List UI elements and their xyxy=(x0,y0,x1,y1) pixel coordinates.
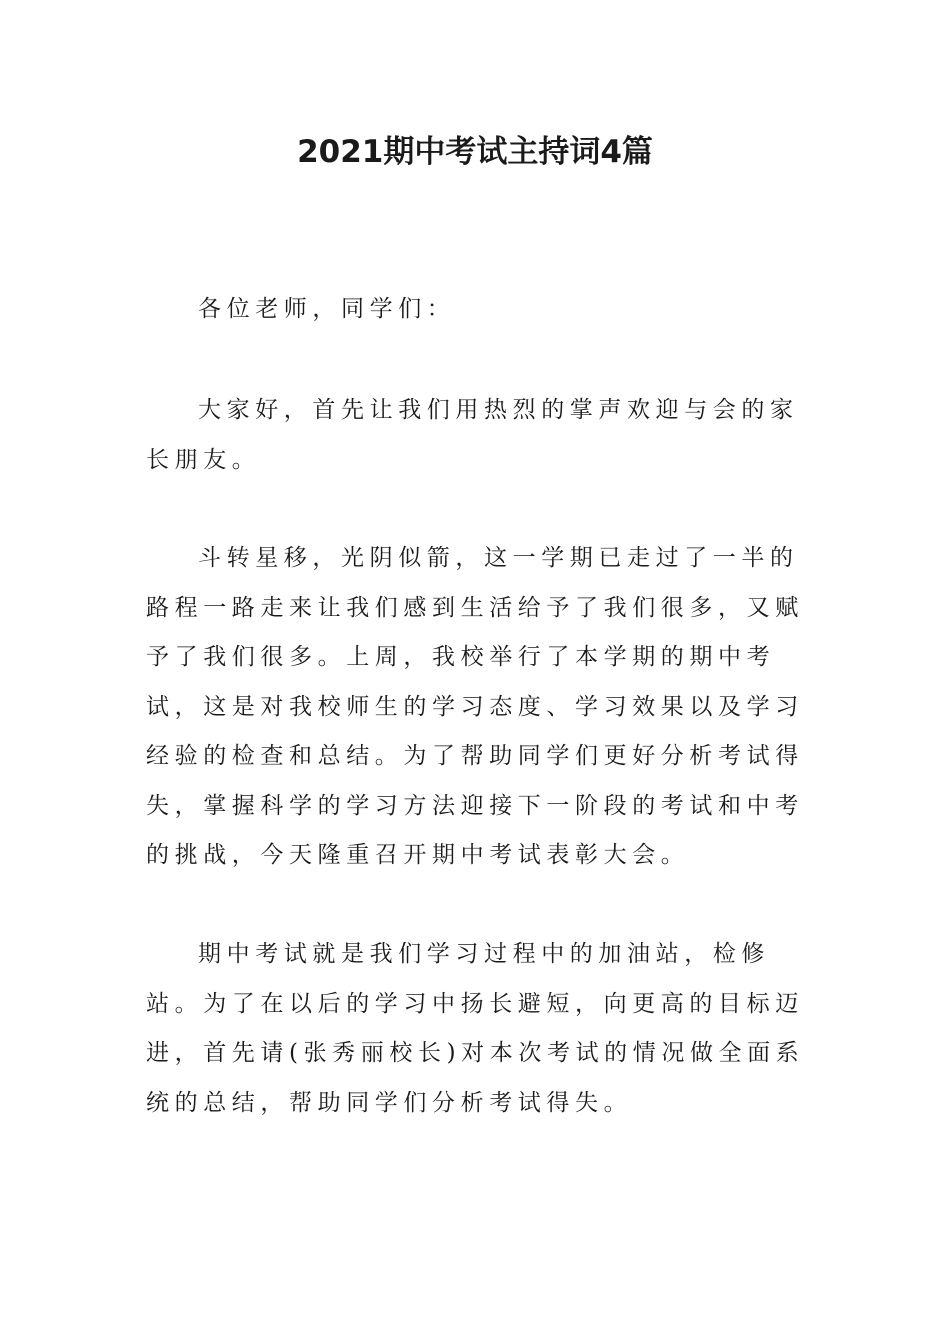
paragraph-welcome: 大家好，首先让我们用热烈的掌声欢迎与会的家长朋友。 xyxy=(146,397,799,473)
document-title: 2021期中考试主持词4篇 xyxy=(297,134,653,170)
paragraph-greeting: 各位老师，同学们： xyxy=(198,296,456,322)
paragraph-introduction: 斗转星移，光阴似箭，这一学期已走过了一半的路程一路走来让我们感到生活给予了我们很多，又赋予了我们很多。上周，我校举行了本学期的期中考试，这是对我校师生的学习态度、学习效果以及学习经验的检查和总结。为了帮助同学们更好分析考试得失，掌握科学的学习方法迎接下一阶段的考试和中考的挑战，今天隆重召开期中考试表彰大会。 xyxy=(146,545,804,868)
paragraph-summary-request: 期中考试就是我们学习过程中的加油站，检修站。为了在以后的学习中扬长避短，向更高的目标迈进，首先请(张秀丽校长)对本次考试的情况做全面系统的总结，帮助同学们分析考试得失。 xyxy=(146,941,805,1116)
